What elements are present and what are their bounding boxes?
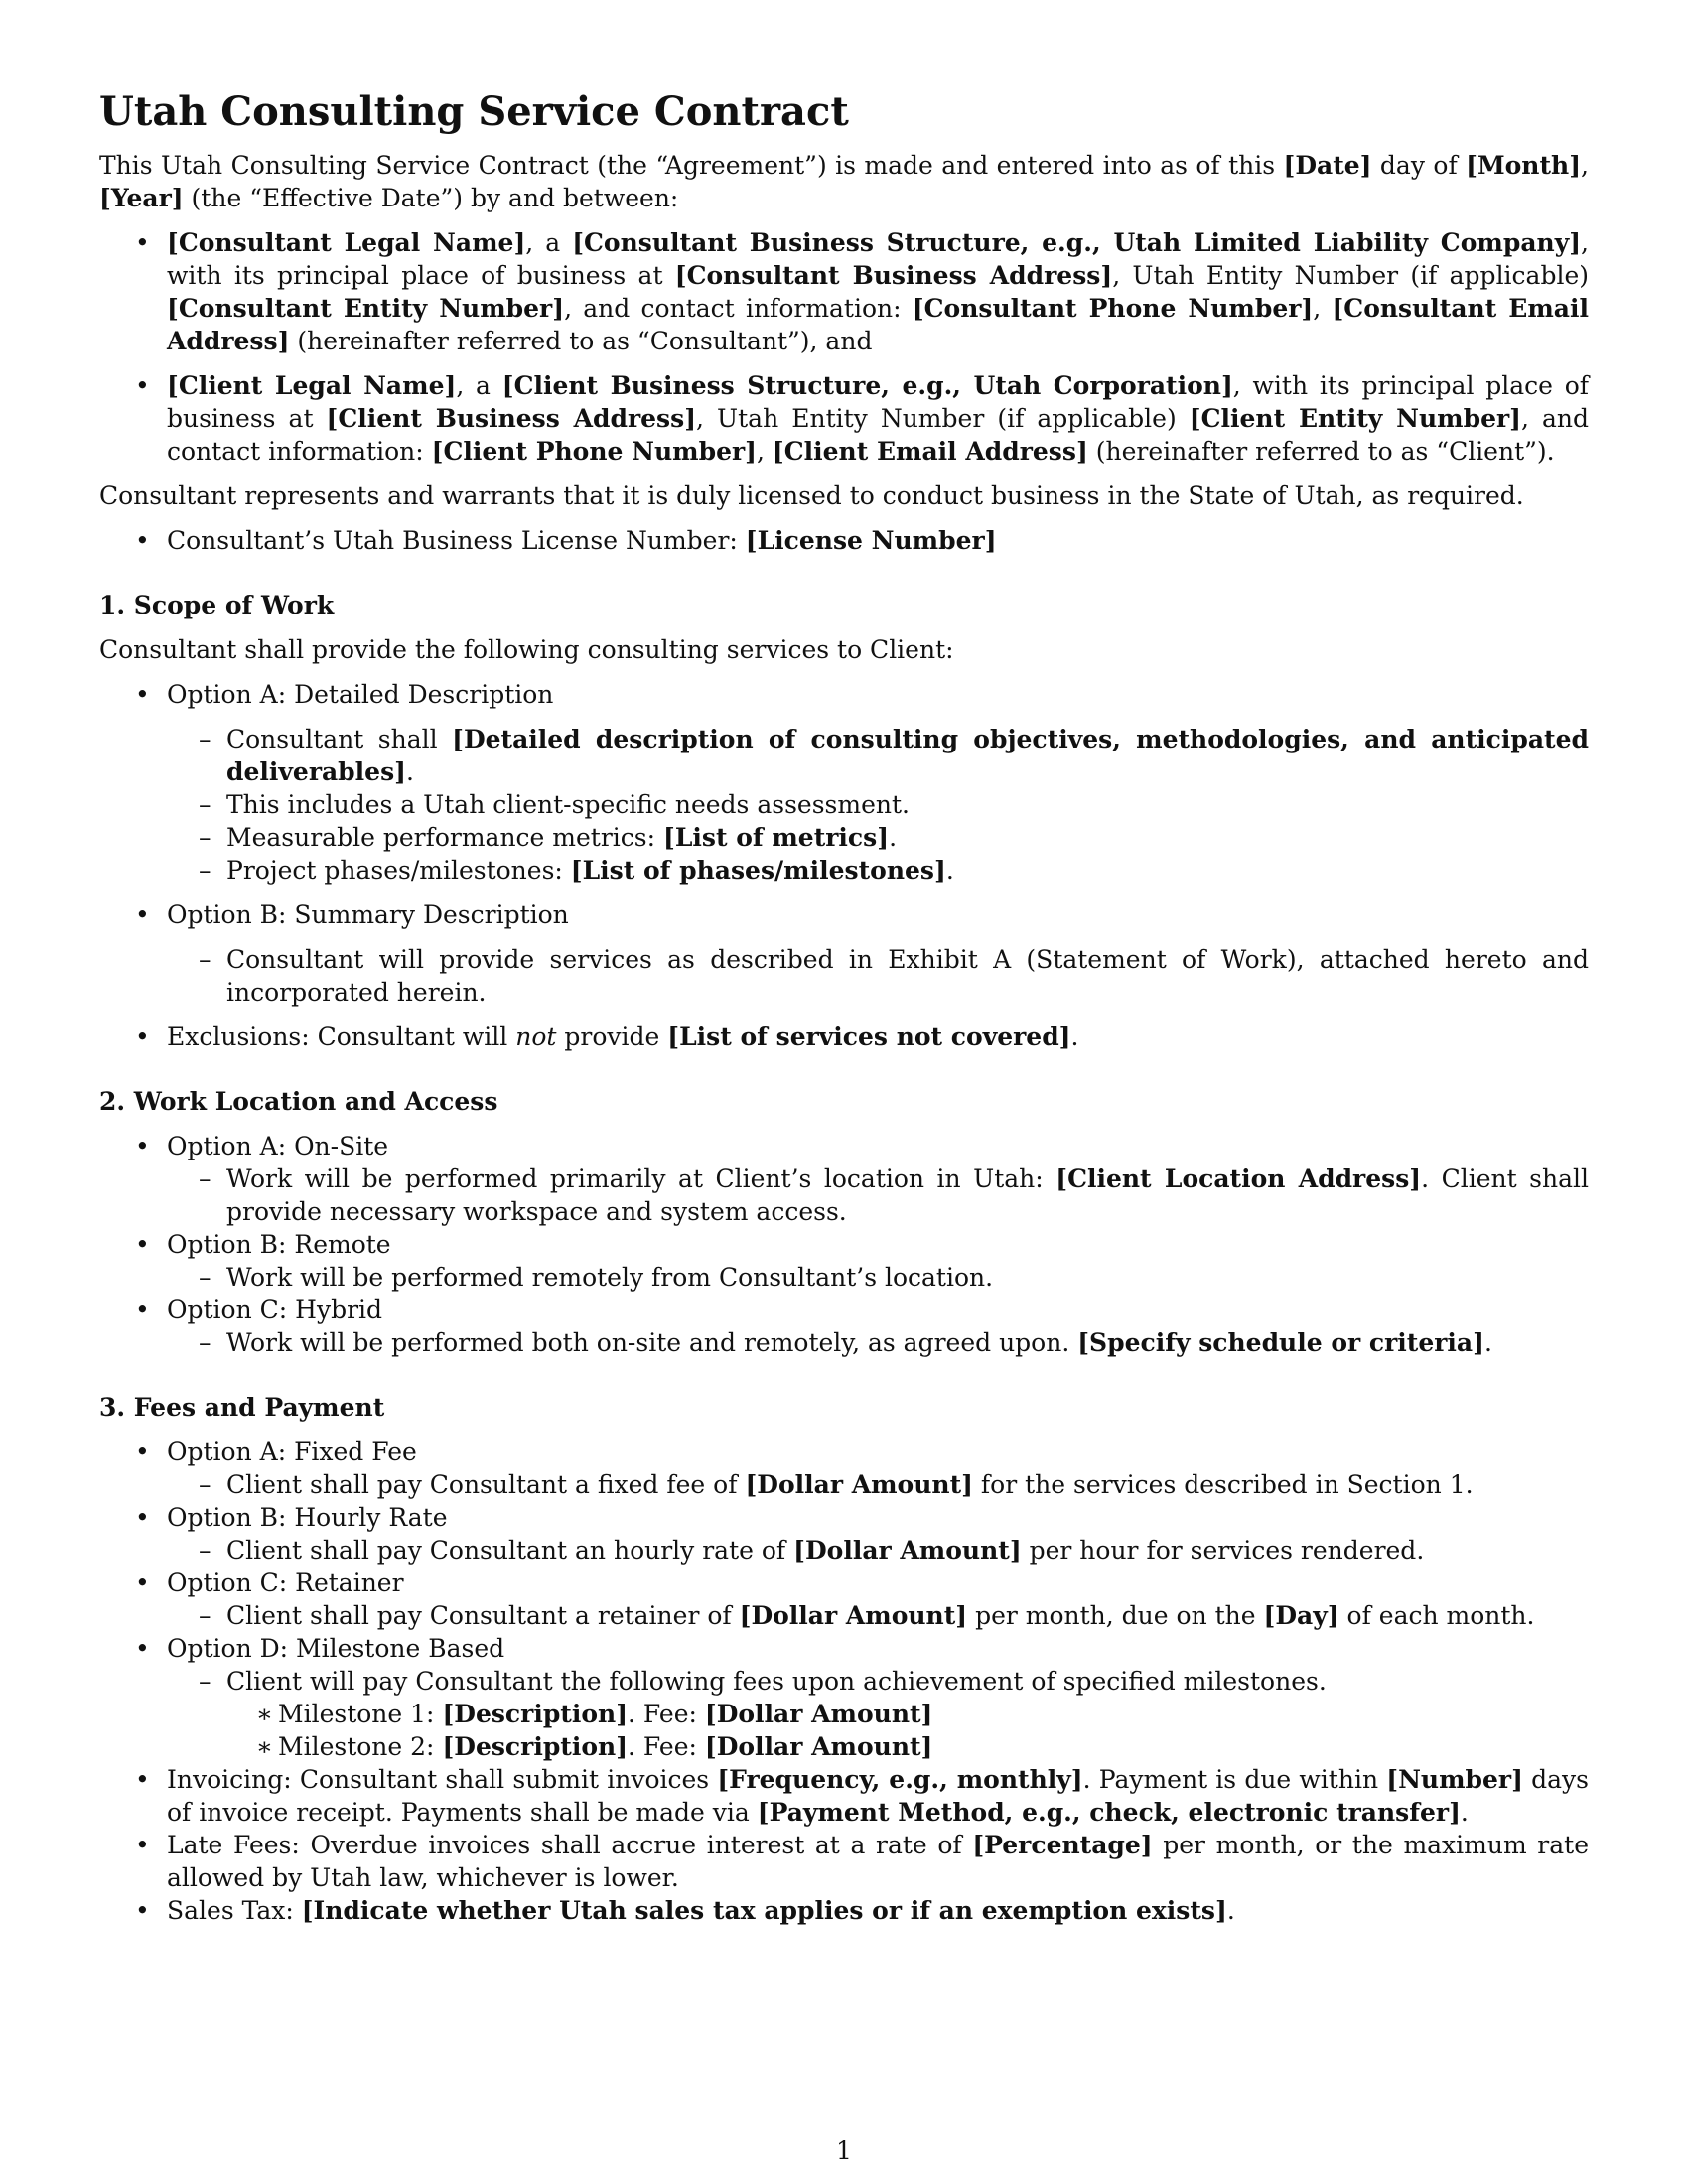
scope-option-a: • Option A: Detailed Description – Consultant shall [Detailed description of consulting objectives, methodologies, and anticipated deliverables]. – This includes a Utah client-specific needs assessment. – Measurable performance metrics: [List of metrics]. – Project phases/milestones: [List of phases/milestones]. (99, 678, 1589, 887)
invoicing-item: • Invoicing: Consultant shall submit invoices [Frequency, e.g., monthly]. Payment is due within [Number] days of invoice receipt. Payments shall be made via [Payment Method, e.g., check, electronic transfer]. (99, 1763, 1589, 1829)
list-item: – Work will be performed remotely from Consultant’s location. (167, 1261, 1589, 1294)
scope-exclusions: • Exclusions: Consultant will not provide [List of services not covered]. (99, 1021, 1589, 1053)
fee-option-b: • Option B: Hourly Rate – Client shall pay Consultant an hourly rate of [Dollar Amount] per hour for services rendered. (99, 1501, 1589, 1567)
document-page (99, 87, 1589, 1927)
date-placeholder: [Date] (1283, 151, 1372, 180)
list-item: – Consultant will provide services as described in Exhibit A (Statement of Work), attached hereto and incorporated herein. (167, 943, 1589, 1009)
fee-options-list (99, 1435, 1589, 1927)
late-fees-item: • Late Fees: Overdue invoices shall accrue interest at a rate of [Percentage] per month, or the maximum rate allowed by Utah law, whichever is lower. (99, 1829, 1589, 1894)
list-item: – Client shall pay Consultant a fixed fee of [Dollar Amount] for the services described in Section 1. (167, 1468, 1589, 1501)
scope-options-list (99, 678, 1589, 1053)
milestone-2: ∗ Milestone 2: [Description]. Fee: [Dollar Amount] (226, 1730, 1589, 1763)
page-number: 1 (836, 2136, 852, 2165)
document-title: Utah Consulting Service Contract (99, 88, 849, 135)
parties-list (99, 226, 1589, 468)
scope-option-a-details (167, 723, 1589, 887)
list-item: – Project phases/milestones: [List of phases/milestones]. (167, 854, 1589, 887)
list-item: – Client will pay Consultant the following fees upon achievement of specified milestones. ∗ Milestone 1: [Description]. Fee: [Dollar Amount] ∗ Milestone 2: [Description]. Fee: [Dollar Amount] (167, 1665, 1589, 1763)
milestone-1: ∗ Milestone 1: [Description]. Fee: [Dollar Amount] (226, 1698, 1589, 1730)
intro-paragraph: This Utah Consulting Service Contract (the “Agreement”) is made and entered into as of this [Date] day of [Month], [Year] (the “Effective Date”) by and between: (99, 151, 1589, 212)
section-1-intro: Consultant shall provide the following consulting services to Client: (99, 635, 954, 664)
list-item: – Client shall pay Consultant an hourly rate of [Dollar Amount] per hour for services rendered. (167, 1534, 1589, 1567)
location-option-c: • Option C: Hybrid – Work will be performed both on-site and remotely, as agreed upon. [Specify schedule or criteria]. (99, 1294, 1589, 1359)
list-item: – This includes a Utah client-specific needs assessment. (167, 788, 1589, 821)
fee-option-c: • Option C: Retainer – Client shall pay Consultant a retainer of [Dollar Amount] per month, due on the [Day] of each month. (99, 1567, 1589, 1632)
list-item: – Work will be performed primarily at Client’s location in Utah: [Client Location Address]. Client shall provide necessary workspace and system access. (167, 1162, 1589, 1228)
list-item: – Work will be performed both on-site and remotely, as agreed upon. [Specify schedule or criteria]. (167, 1326, 1589, 1359)
month-placeholder: [Month] (1466, 151, 1582, 180)
location-options-list (99, 1130, 1589, 1359)
section-2-heading: 2. Work Location and Access (99, 1087, 498, 1116)
list-item: – Measurable performance metrics: [List of metrics]. (167, 821, 1589, 854)
section-1-heading: 1. Scope of Work (99, 591, 335, 619)
fee-option-a: • Option A: Fixed Fee – Client shall pay Consultant a fixed fee of [Dollar Amount] for the services described in Section 1. (99, 1435, 1589, 1501)
location-option-b: • Option B: Remote – Work will be performed remotely from Consultant’s location. (99, 1228, 1589, 1294)
scope-option-b: • Option B: Summary Description – Consultant will provide services as described in Exhibit A (Statement of Work), attached hereto and incorporated herein. (99, 898, 1589, 1009)
fee-option-d: • Option D: Milestone Based – Client will pay Consultant the following fees upon achievement of specified milestones. ∗ Milestone 1: [Description]. Fee: [Dollar Amount] ∗ Milestone 2: [Description]. Fee: [Dollar Amount] (99, 1632, 1589, 1763)
consultant-party: • [Consultant Legal Name], a [Consultant Business Structure, e.g., Utah Limited Liability Company], with its principal place of business at [Consultant Business Address], Utah Entity Number (if applicable) [Consultant Entity Number], and contact information: [Consultant Phone Number], [Consultant Email Address] (hereinafter referred to as “Consultant”), and (99, 226, 1589, 357)
location-option-a: • Option A: On-Site – Work will be performed primarily at Client’s location in Utah: [Client Location Address]. Client shall provide necessary workspace and system access. (99, 1130, 1589, 1228)
client-party: • [Client Legal Name], a [Client Business Structure, e.g., Utah Corporation], with its principal place of business at [Client Business Address], Utah Entity Number (if applicable) [Client Entity Number], and contact information: [Client Phone Number], [Client Email Address] (hereinafter referred to as “Client”). (99, 369, 1589, 468)
section-3-heading: 3. Fees and Payment (99, 1393, 385, 1422)
list-item: – Client shall pay Consultant a retainer of [Dollar Amount] per month, due on the [Day] of each month. (167, 1599, 1589, 1632)
license-list (99, 524, 1589, 557)
milestones-list (226, 1698, 1589, 1763)
license-statement: Consultant represents and warrants that it is duly licensed to conduct business in the State of Utah, as required. (99, 481, 1524, 510)
scope-option-b-details (167, 943, 1589, 1009)
sales-tax-item: • Sales Tax: [Indicate whether Utah sales tax applies or if an exemption exists]. (99, 1894, 1589, 1927)
license-item: • Consultant’s Utah Business License Number: [License Number] (99, 524, 1589, 557)
year-placeholder: [Year] (99, 184, 184, 212)
list-item: – Consultant shall [Detailed description of consulting objectives, methodologies, and anticipated deliverables]. (167, 723, 1589, 788)
